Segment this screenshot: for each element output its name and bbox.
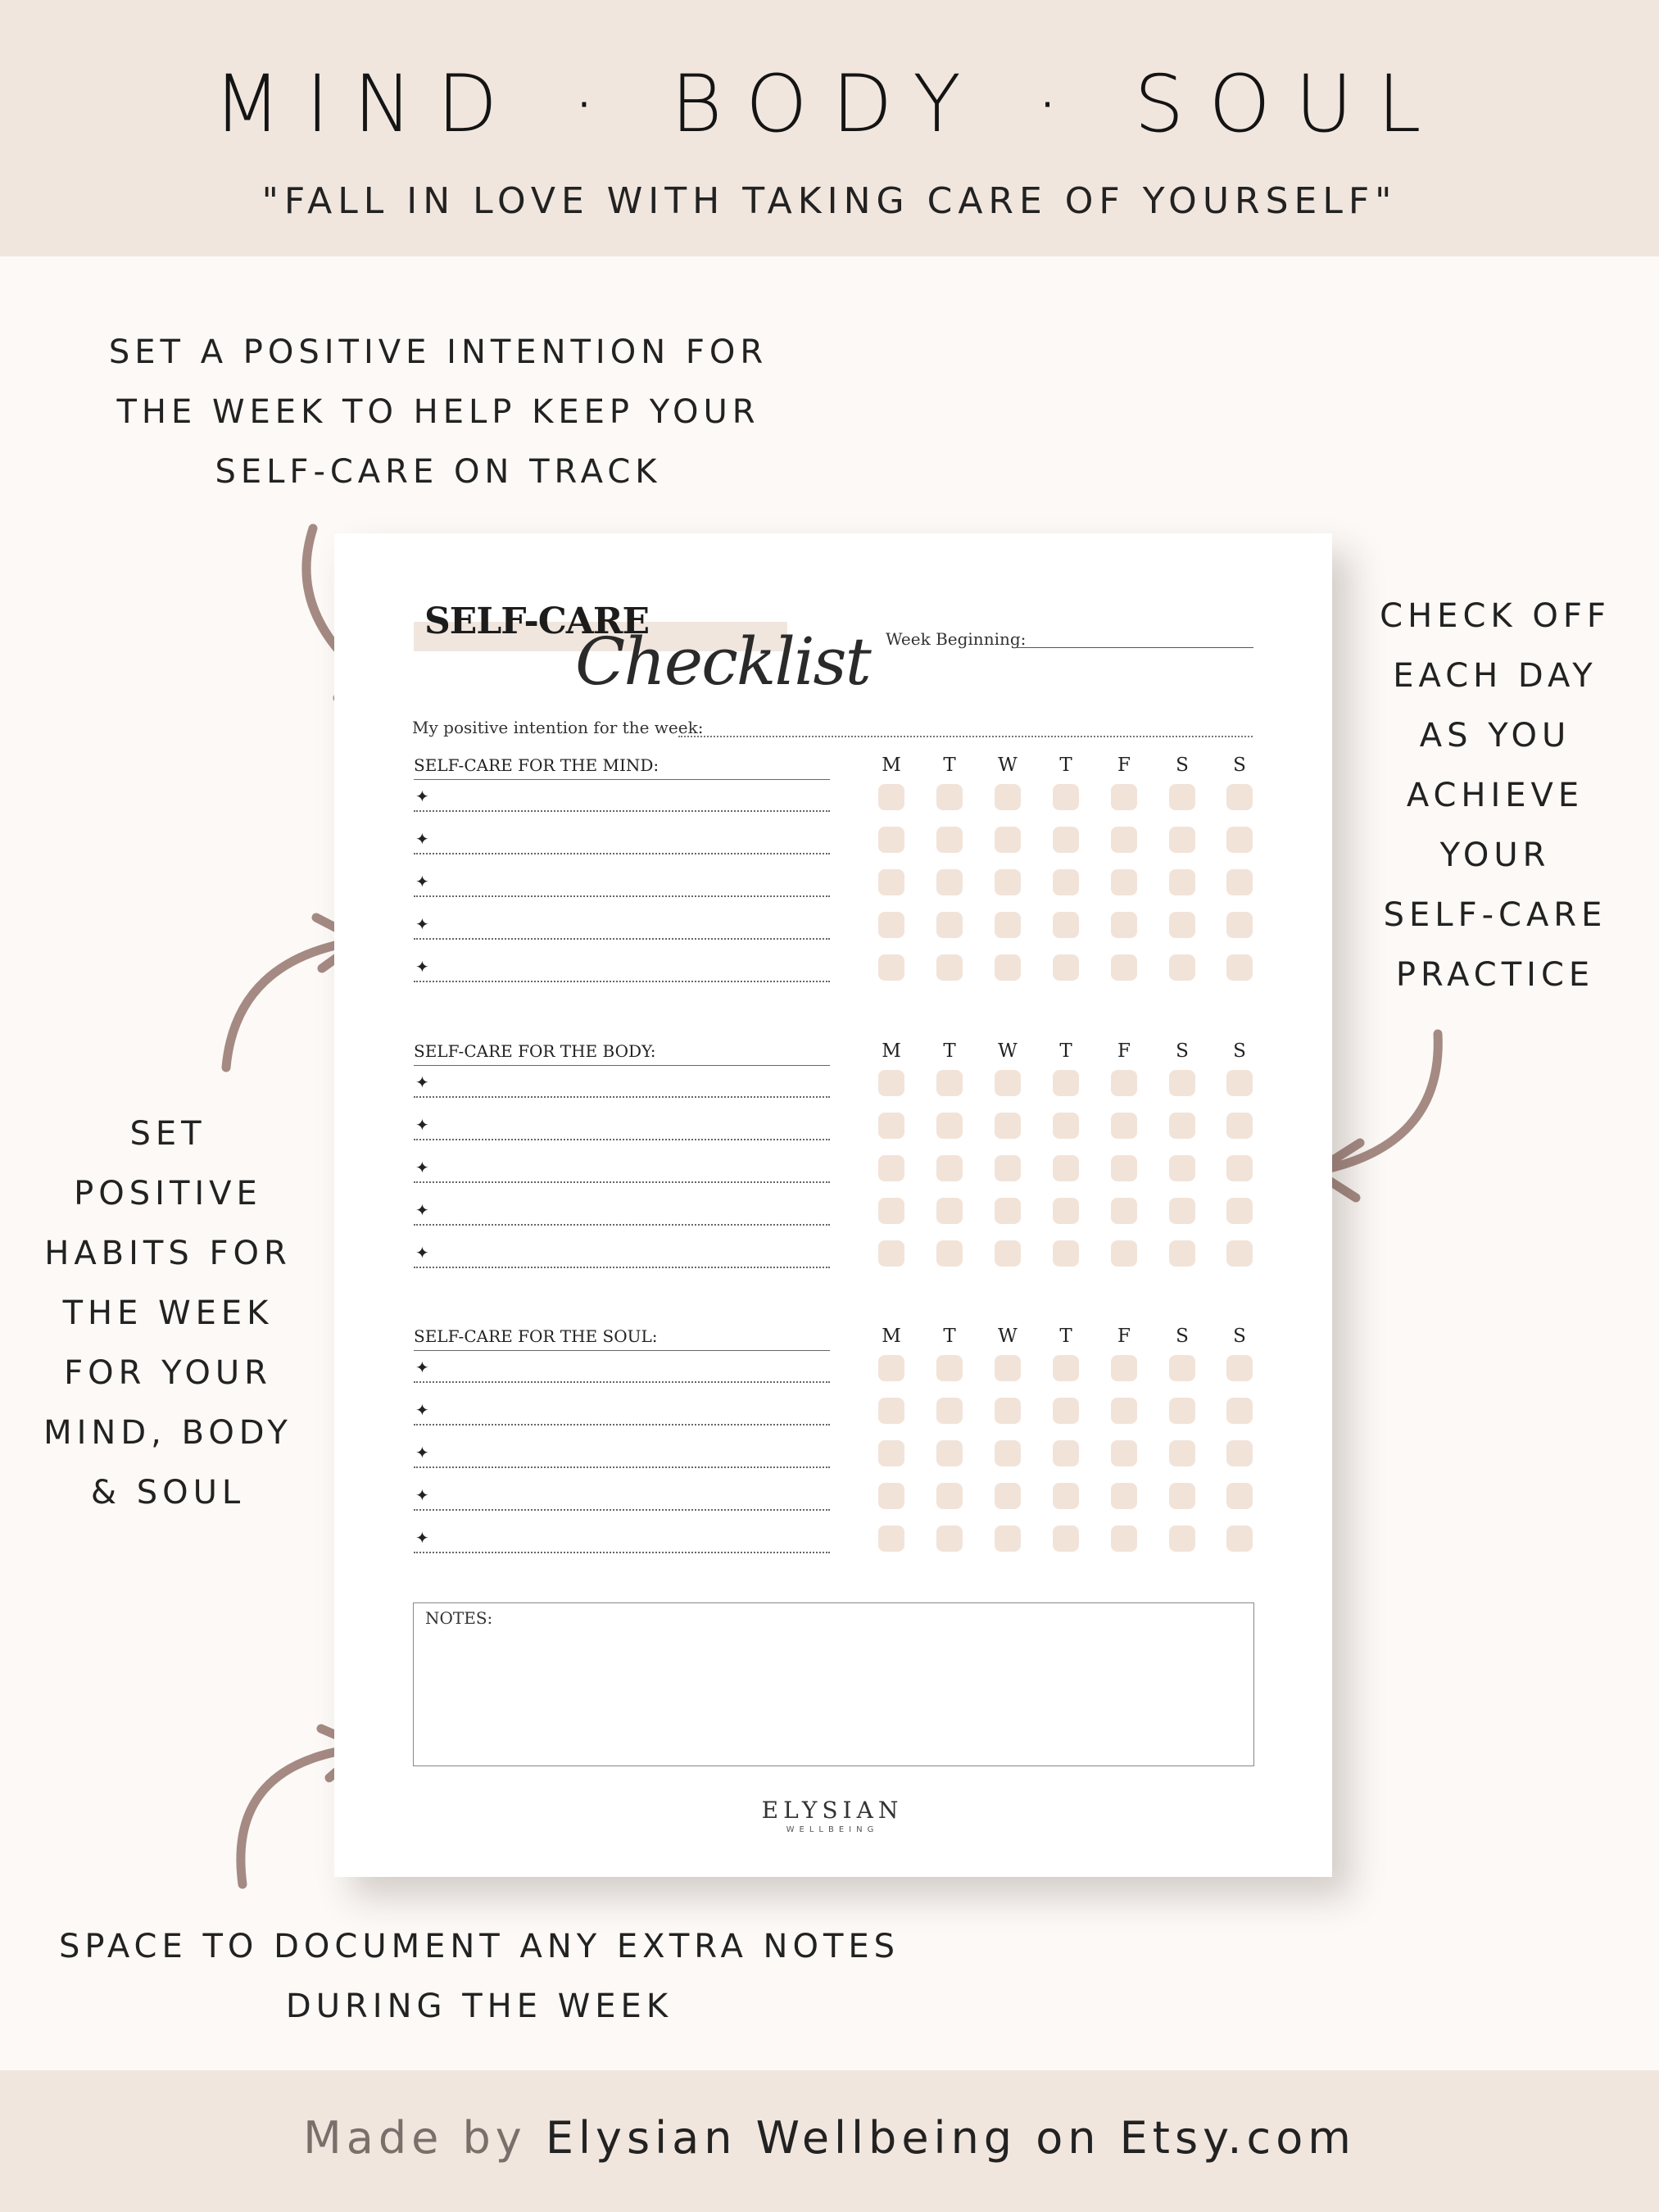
day-checkbox[interactable] [1169,1198,1195,1224]
day-header: M [882,1040,901,1062]
day-checkbox[interactable] [1111,827,1137,853]
intention-field[interactable] [678,736,1253,737]
day-checkbox[interactable] [1053,1155,1079,1181]
habit-line[interactable] [414,913,830,940]
day-checkbox[interactable] [936,784,963,810]
day-checkbox[interactable] [878,1525,904,1552]
day-checkbox[interactable] [995,784,1021,810]
day-checkbox[interactable] [995,1240,1021,1267]
habits-annotation: SET POSITIVE HABITS FOR THE WEEK FOR YOUR MIND, BODY & SOUL [43,1115,292,1512]
habit-line[interactable] [414,1357,830,1383]
habit-line[interactable] [414,1199,830,1226]
day-checkbox[interactable] [1169,1155,1195,1181]
day-checkbox[interactable] [1111,1113,1137,1139]
day-header: T [1059,1326,1072,1347]
day-checkbox[interactable] [878,954,904,981]
day-checkbox[interactable] [995,1355,1021,1381]
day-checkbox[interactable] [995,954,1021,981]
habit-line[interactable] [414,1072,830,1098]
day-checkbox[interactable] [1111,1440,1137,1466]
day-header: S [1233,1326,1246,1347]
day-checkbox[interactable] [1111,869,1137,895]
day-checkbox[interactable] [1053,954,1079,981]
day-checkbox[interactable] [995,827,1021,853]
day-checkbox[interactable] [936,1113,963,1139]
habit-line[interactable] [414,956,830,982]
day-checkbox[interactable] [1169,827,1195,853]
day-header: T [943,755,956,776]
bullet-star-icon: ✦ [415,831,429,849]
day-checkbox[interactable] [1053,1398,1079,1424]
day-checkbox[interactable] [1169,1398,1195,1424]
bullet-star-icon: ✦ [415,873,429,891]
day-checkbox[interactable] [1111,954,1137,981]
footer-credit [0,2105,1659,2171]
day-checkbox[interactable] [995,1440,1021,1466]
day-checkbox[interactable] [878,1113,904,1139]
day-checkbox[interactable] [1226,1525,1253,1552]
bullet-star-icon: ✦ [415,1159,429,1177]
bullet-star-icon: ✦ [415,1530,429,1548]
section-heading: SELF-CARE FOR THE MIND: [414,753,830,780]
sheet-title: SELF-CARE [424,601,650,642]
intention-annotation: SET A POSITIVE INTENTION FOR THE WEEK TO HELP KEEP YOUR SELF-CARE ON TRACK [108,333,768,491]
day-checkbox[interactable] [878,1240,904,1267]
day-checkbox[interactable] [878,1398,904,1424]
day-checkbox[interactable] [936,1525,963,1552]
notes-label: NOTES: [425,1608,493,1628]
day-checkbox[interactable] [1053,1070,1079,1096]
day-checkbox[interactable] [936,954,963,981]
day-checkbox[interactable] [936,1070,963,1096]
day-checkbox[interactable] [1053,1483,1079,1509]
day-checkbox[interactable] [878,1070,904,1096]
bullet-star-icon: ✦ [415,1487,429,1505]
day-checkbox[interactable] [1111,1155,1137,1181]
day-checkbox[interactable] [878,1198,904,1224]
day-header: S [1176,1040,1189,1062]
day-checkbox[interactable] [936,912,963,938]
habit-line[interactable] [414,1399,830,1426]
day-checkbox[interactable] [995,869,1021,895]
day-checkbox[interactable] [1053,784,1079,810]
day-checkbox[interactable] [1053,869,1079,895]
arrow-checkoff [1315,1034,1438,1198]
day-header: M [882,755,901,776]
habit-line[interactable] [414,786,830,812]
day-checkbox[interactable] [1226,912,1253,938]
day-checkbox[interactable] [995,1398,1021,1424]
day-header: T [1059,1040,1072,1062]
day-checkbox[interactable] [1169,869,1195,895]
day-checkbox[interactable] [1169,954,1195,981]
notes-box[interactable] [413,1602,1254,1766]
day-checkbox[interactable] [878,1483,904,1509]
day-checkbox[interactable] [1111,1483,1137,1509]
day-checkbox[interactable] [878,869,904,895]
day-checkbox[interactable] [995,912,1021,938]
day-checkbox[interactable] [1226,1398,1253,1424]
day-header: M [882,1326,901,1347]
day-checkbox[interactable] [1169,1355,1195,1381]
day-checkbox[interactable] [1053,912,1079,938]
logo-main: ELYSIAN [761,1797,904,1824]
bullet-star-icon: ✦ [415,1359,429,1377]
day-checkbox[interactable] [1226,1440,1253,1466]
day-checkbox[interactable] [1111,1398,1137,1424]
day-header: F [1117,755,1131,776]
habit-line[interactable] [414,1484,830,1511]
habit-line[interactable] [414,1114,830,1140]
bullet-star-icon: ✦ [415,1074,429,1092]
headline: MIND · BODY · SOUL [213,58,1446,150]
day-checkbox[interactable] [1226,954,1253,981]
day-header: W [998,1040,1018,1062]
day-checkbox[interactable] [995,1525,1021,1552]
day-checkbox[interactable] [1111,912,1137,938]
day-checkbox[interactable] [1226,1155,1253,1181]
day-checkbox[interactable] [1111,1070,1137,1096]
day-checkbox[interactable] [1169,912,1195,938]
day-header: T [943,1326,956,1347]
day-checkbox[interactable] [1169,1113,1195,1139]
day-checkbox[interactable] [1226,1113,1253,1139]
day-checkbox[interactable] [1169,1525,1195,1552]
day-checkbox[interactable] [1111,784,1137,810]
day-checkbox[interactable] [1053,1440,1079,1466]
section-1 [414,1039,1258,1285]
day-checkbox[interactable] [936,1440,963,1466]
day-checkbox[interactable] [936,827,963,853]
footer-prefix: Made by [303,2112,527,2164]
day-checkbox[interactable] [1226,869,1253,895]
day-checkbox[interactable] [995,1155,1021,1181]
day-header: F [1117,1040,1131,1062]
day-header: S [1176,755,1189,776]
day-checkbox[interactable] [1111,1198,1137,1224]
day-checkbox[interactable] [936,869,963,895]
day-checkbox[interactable] [1111,1240,1137,1267]
day-header: T [1059,755,1072,776]
day-checkbox[interactable] [936,1198,963,1224]
day-checkbox[interactable] [878,1440,904,1466]
bullet-star-icon: ✦ [415,1117,429,1135]
day-header: T [943,1040,956,1062]
bullet-star-icon: ✦ [415,1402,429,1420]
elysian-logo [759,1797,906,1836]
day-checkbox[interactable] [1226,1198,1253,1224]
bullet-star-icon: ✦ [415,1244,429,1262]
day-checkbox[interactable] [936,1155,963,1181]
day-checkbox[interactable] [936,1483,963,1509]
day-header: S [1176,1326,1189,1347]
day-checkbox[interactable] [1053,1240,1079,1267]
day-header: S [1233,755,1246,776]
day-checkbox[interactable] [1226,827,1253,853]
day-header: F [1117,1326,1131,1347]
section-heading: SELF-CARE FOR THE BODY: [414,1039,830,1066]
day-checkbox[interactable] [1169,1070,1195,1096]
day-checkbox[interactable] [936,1355,963,1381]
section-0 [414,753,1258,999]
day-checkbox[interactable] [936,1240,963,1267]
day-checkbox[interactable] [1169,1483,1195,1509]
day-header: S [1233,1040,1246,1062]
bullet-star-icon: ✦ [415,788,429,806]
day-checkbox[interactable] [1169,1240,1195,1267]
day-header: W [998,755,1018,776]
checklist-sheet [334,533,1332,1877]
check-off-annotation: CHECK OFF EACH DAY AS YOU ACHIEVE YOUR SELF-CARE PRACTICE [1380,597,1611,994]
habit-line[interactable] [414,871,830,897]
habit-line[interactable] [414,1527,830,1553]
week-beginning-field[interactable] [1016,647,1253,648]
day-checkbox[interactable] [1111,1525,1137,1552]
footer-brand: Elysian Wellbeing on Etsy.com [545,2112,1356,2164]
day-header: W [998,1326,1018,1347]
day-checkbox[interactable] [878,827,904,853]
day-checkbox[interactable] [995,1198,1021,1224]
logo-sub: WELLBEING [786,1825,879,1834]
bullet-star-icon: ✦ [415,959,429,977]
day-checkbox[interactable] [1053,1355,1079,1381]
intention-label: My positive intention for the week: [412,718,704,737]
day-checkbox[interactable] [995,1070,1021,1096]
day-checkbox[interactable] [1226,1070,1253,1096]
bullet-star-icon: ✦ [415,916,429,934]
week-beginning-label: Week Beginning: [886,629,1027,649]
day-checkbox[interactable] [1053,1113,1079,1139]
day-checkbox[interactable] [1111,1355,1137,1381]
day-checkbox[interactable] [1226,1483,1253,1509]
habit-line[interactable] [414,1242,830,1268]
day-checkbox[interactable] [936,1398,963,1424]
habit-line[interactable] [414,1442,830,1468]
day-checkbox[interactable] [1226,1240,1253,1267]
day-checkbox[interactable] [878,784,904,810]
day-checkbox[interactable] [1053,1198,1079,1224]
sheet-script-title: Checklist [575,623,870,700]
day-checkbox[interactable] [1053,1525,1079,1552]
day-checkbox[interactable] [878,1155,904,1181]
tagline: "FALL IN LOVE WITH TAKING CARE OF YOURSELF" [261,180,1398,222]
bullet-star-icon: ✦ [415,1444,429,1462]
notes-annotation: SPACE TO DOCUMENT ANY EXTRA NOTES DURING THE WEEK [58,1928,900,2025]
day-checkbox[interactable] [1226,784,1253,810]
day-checkbox[interactable] [995,1113,1021,1139]
habit-line[interactable] [414,1157,830,1183]
day-checkbox[interactable] [1169,784,1195,810]
day-checkbox[interactable] [1226,1355,1253,1381]
habit-line[interactable] [414,828,830,854]
day-checkbox[interactable] [878,1355,904,1381]
day-checkbox[interactable] [1053,827,1079,853]
day-checkbox[interactable] [1169,1440,1195,1466]
day-checkbox[interactable] [878,912,904,938]
section-2 [414,1324,1258,1570]
day-checkbox[interactable] [995,1483,1021,1509]
bullet-star-icon: ✦ [415,1202,429,1220]
section-heading: SELF-CARE FOR THE SOUL: [414,1324,830,1351]
